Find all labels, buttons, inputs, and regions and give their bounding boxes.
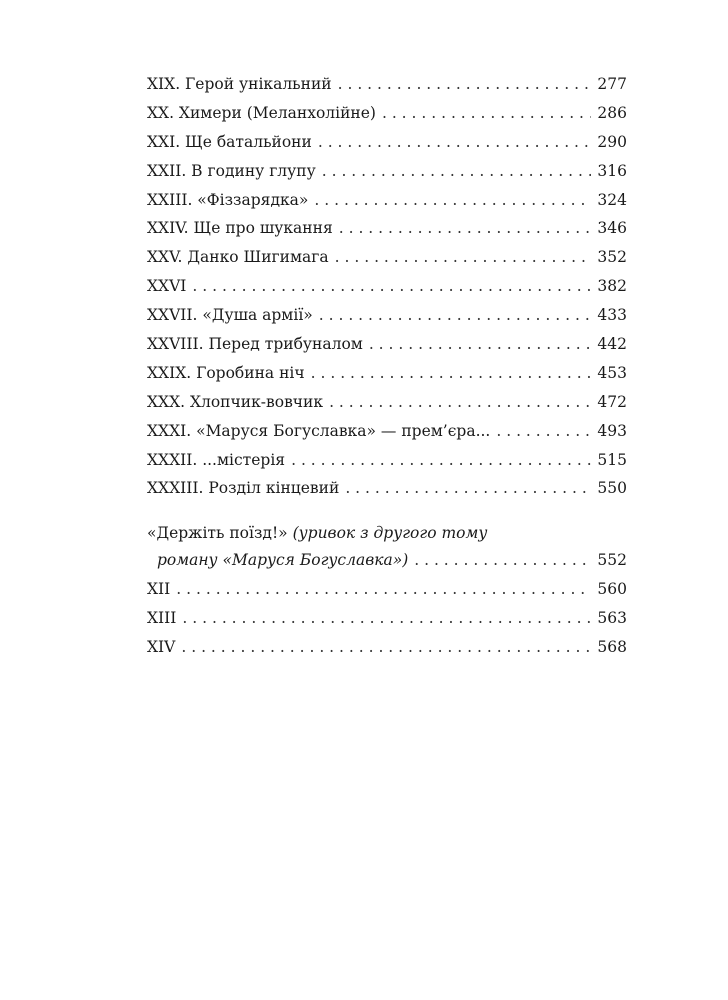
toc-entry-page: 346 xyxy=(597,219,627,238)
toc-entry-title: XXV. Данко Шигимага xyxy=(147,248,329,267)
toc-entry[interactable] xyxy=(147,575,627,604)
toc-entry[interactable] xyxy=(147,359,627,388)
toc-entry-title: XXI. Ще батальйони xyxy=(147,132,312,151)
dot-leader xyxy=(192,272,591,301)
toc-entry[interactable] xyxy=(147,301,627,330)
toc-entry[interactable] xyxy=(147,633,627,662)
toc-entry-title: XXXI. «Маруся Богуславка» — прем’єра... xyxy=(147,421,491,440)
dot-leader xyxy=(329,388,591,417)
toc-entry-page: 324 xyxy=(597,190,627,209)
toc-entry-title: XXIV. Ще про шукання xyxy=(147,219,333,238)
toc-entry-title: XX. Химери (Меланхолійне) xyxy=(147,103,376,122)
dot-leader xyxy=(322,157,592,186)
toc-entry[interactable] xyxy=(147,128,627,157)
toc-entry-title: XII xyxy=(147,580,171,599)
toc-entry-title: XXVIII. Перед трибуналом xyxy=(147,335,363,354)
toc-excerpt-entry[interactable] xyxy=(147,520,627,575)
toc-excerpt-subtitle-cont: роману «Маруся Богуславка») xyxy=(157,551,409,570)
toc-entry-page: 550 xyxy=(597,479,627,498)
toc-entry[interactable] xyxy=(147,186,627,215)
toc-entry-title: XXVI xyxy=(147,277,187,296)
toc-entry[interactable] xyxy=(147,214,627,243)
toc-entry-page: 515 xyxy=(597,450,627,469)
table-of-contents xyxy=(147,70,627,662)
toc-entry[interactable] xyxy=(147,604,627,633)
dot-leader xyxy=(182,604,591,633)
dot-leader xyxy=(176,575,591,604)
toc-entry-page: 433 xyxy=(597,306,627,325)
toc-entry-title: XXXIII. Розділ кінцевий xyxy=(147,479,340,498)
toc-entry-title: XXXII. ...містерія xyxy=(147,450,286,469)
toc-entry-title: XIV xyxy=(147,638,176,657)
toc-entry-page: 453 xyxy=(597,363,627,382)
toc-entry-title: XIII xyxy=(147,609,177,628)
toc-excerpt-title: «Держіть поїзд!» xyxy=(147,524,288,543)
toc-entry-title: XXII. В годину глупу xyxy=(147,161,316,180)
toc-entry[interactable] xyxy=(147,243,627,272)
toc-entry[interactable] xyxy=(147,330,627,359)
dot-leader xyxy=(496,417,591,446)
dot-leader xyxy=(318,128,592,157)
toc-entry-title: XXIII. «Фіззарядка» xyxy=(147,190,309,209)
toc-entry-page: 442 xyxy=(597,335,627,354)
toc-entry-page: 316 xyxy=(597,161,627,180)
toc-entry[interactable] xyxy=(147,70,627,99)
toc-excerpt-title-line xyxy=(147,520,627,546)
toc-entry[interactable] xyxy=(147,446,627,475)
dot-leader xyxy=(335,243,592,272)
toc-entry-page: 563 xyxy=(597,609,627,628)
toc-entry-page: 277 xyxy=(597,75,627,93)
toc-entry[interactable] xyxy=(147,388,627,417)
dot-leader xyxy=(291,446,591,475)
dot-leader xyxy=(319,301,592,330)
toc-entry-title: XXX. Хлопчик-вовчик xyxy=(147,392,324,411)
dot-leader xyxy=(345,474,591,503)
dot-leader xyxy=(369,330,592,359)
toc-entry[interactable] xyxy=(147,99,627,128)
toc-entry-page: 382 xyxy=(597,277,627,296)
toc-excerpt-second-line xyxy=(147,546,627,575)
toc-entry[interactable] xyxy=(147,272,627,301)
toc-entry-title: XXIX. Горобина ніч xyxy=(147,363,305,382)
toc-entry-title: XXVII. «Душа армії» xyxy=(147,306,313,325)
toc-entry-page: 290 xyxy=(597,132,627,151)
toc-excerpt-subtitle: (уривок з другого тому xyxy=(292,524,488,543)
dot-leader xyxy=(311,359,592,388)
dot-leader xyxy=(314,186,591,215)
dot-leader xyxy=(181,633,591,662)
dot-leader xyxy=(414,546,591,575)
toc-entry-title: XIX. Герой унікальний xyxy=(147,75,332,93)
toc-entry-page: 286 xyxy=(597,103,627,122)
dot-leader xyxy=(382,99,591,128)
toc-entry-page: 472 xyxy=(597,392,627,411)
toc-entry-page: 352 xyxy=(597,248,627,267)
toc-entry-page: 560 xyxy=(597,580,627,599)
toc-entry[interactable] xyxy=(147,474,627,503)
toc-entry-page: 568 xyxy=(597,638,627,657)
toc-entry[interactable] xyxy=(147,157,627,186)
toc-entry[interactable] xyxy=(147,417,627,446)
dot-leader xyxy=(338,70,592,99)
toc-entry-page: 552 xyxy=(597,551,627,570)
dot-leader xyxy=(339,214,592,243)
toc-entry-page: 493 xyxy=(597,421,627,440)
section-gap xyxy=(147,503,627,520)
